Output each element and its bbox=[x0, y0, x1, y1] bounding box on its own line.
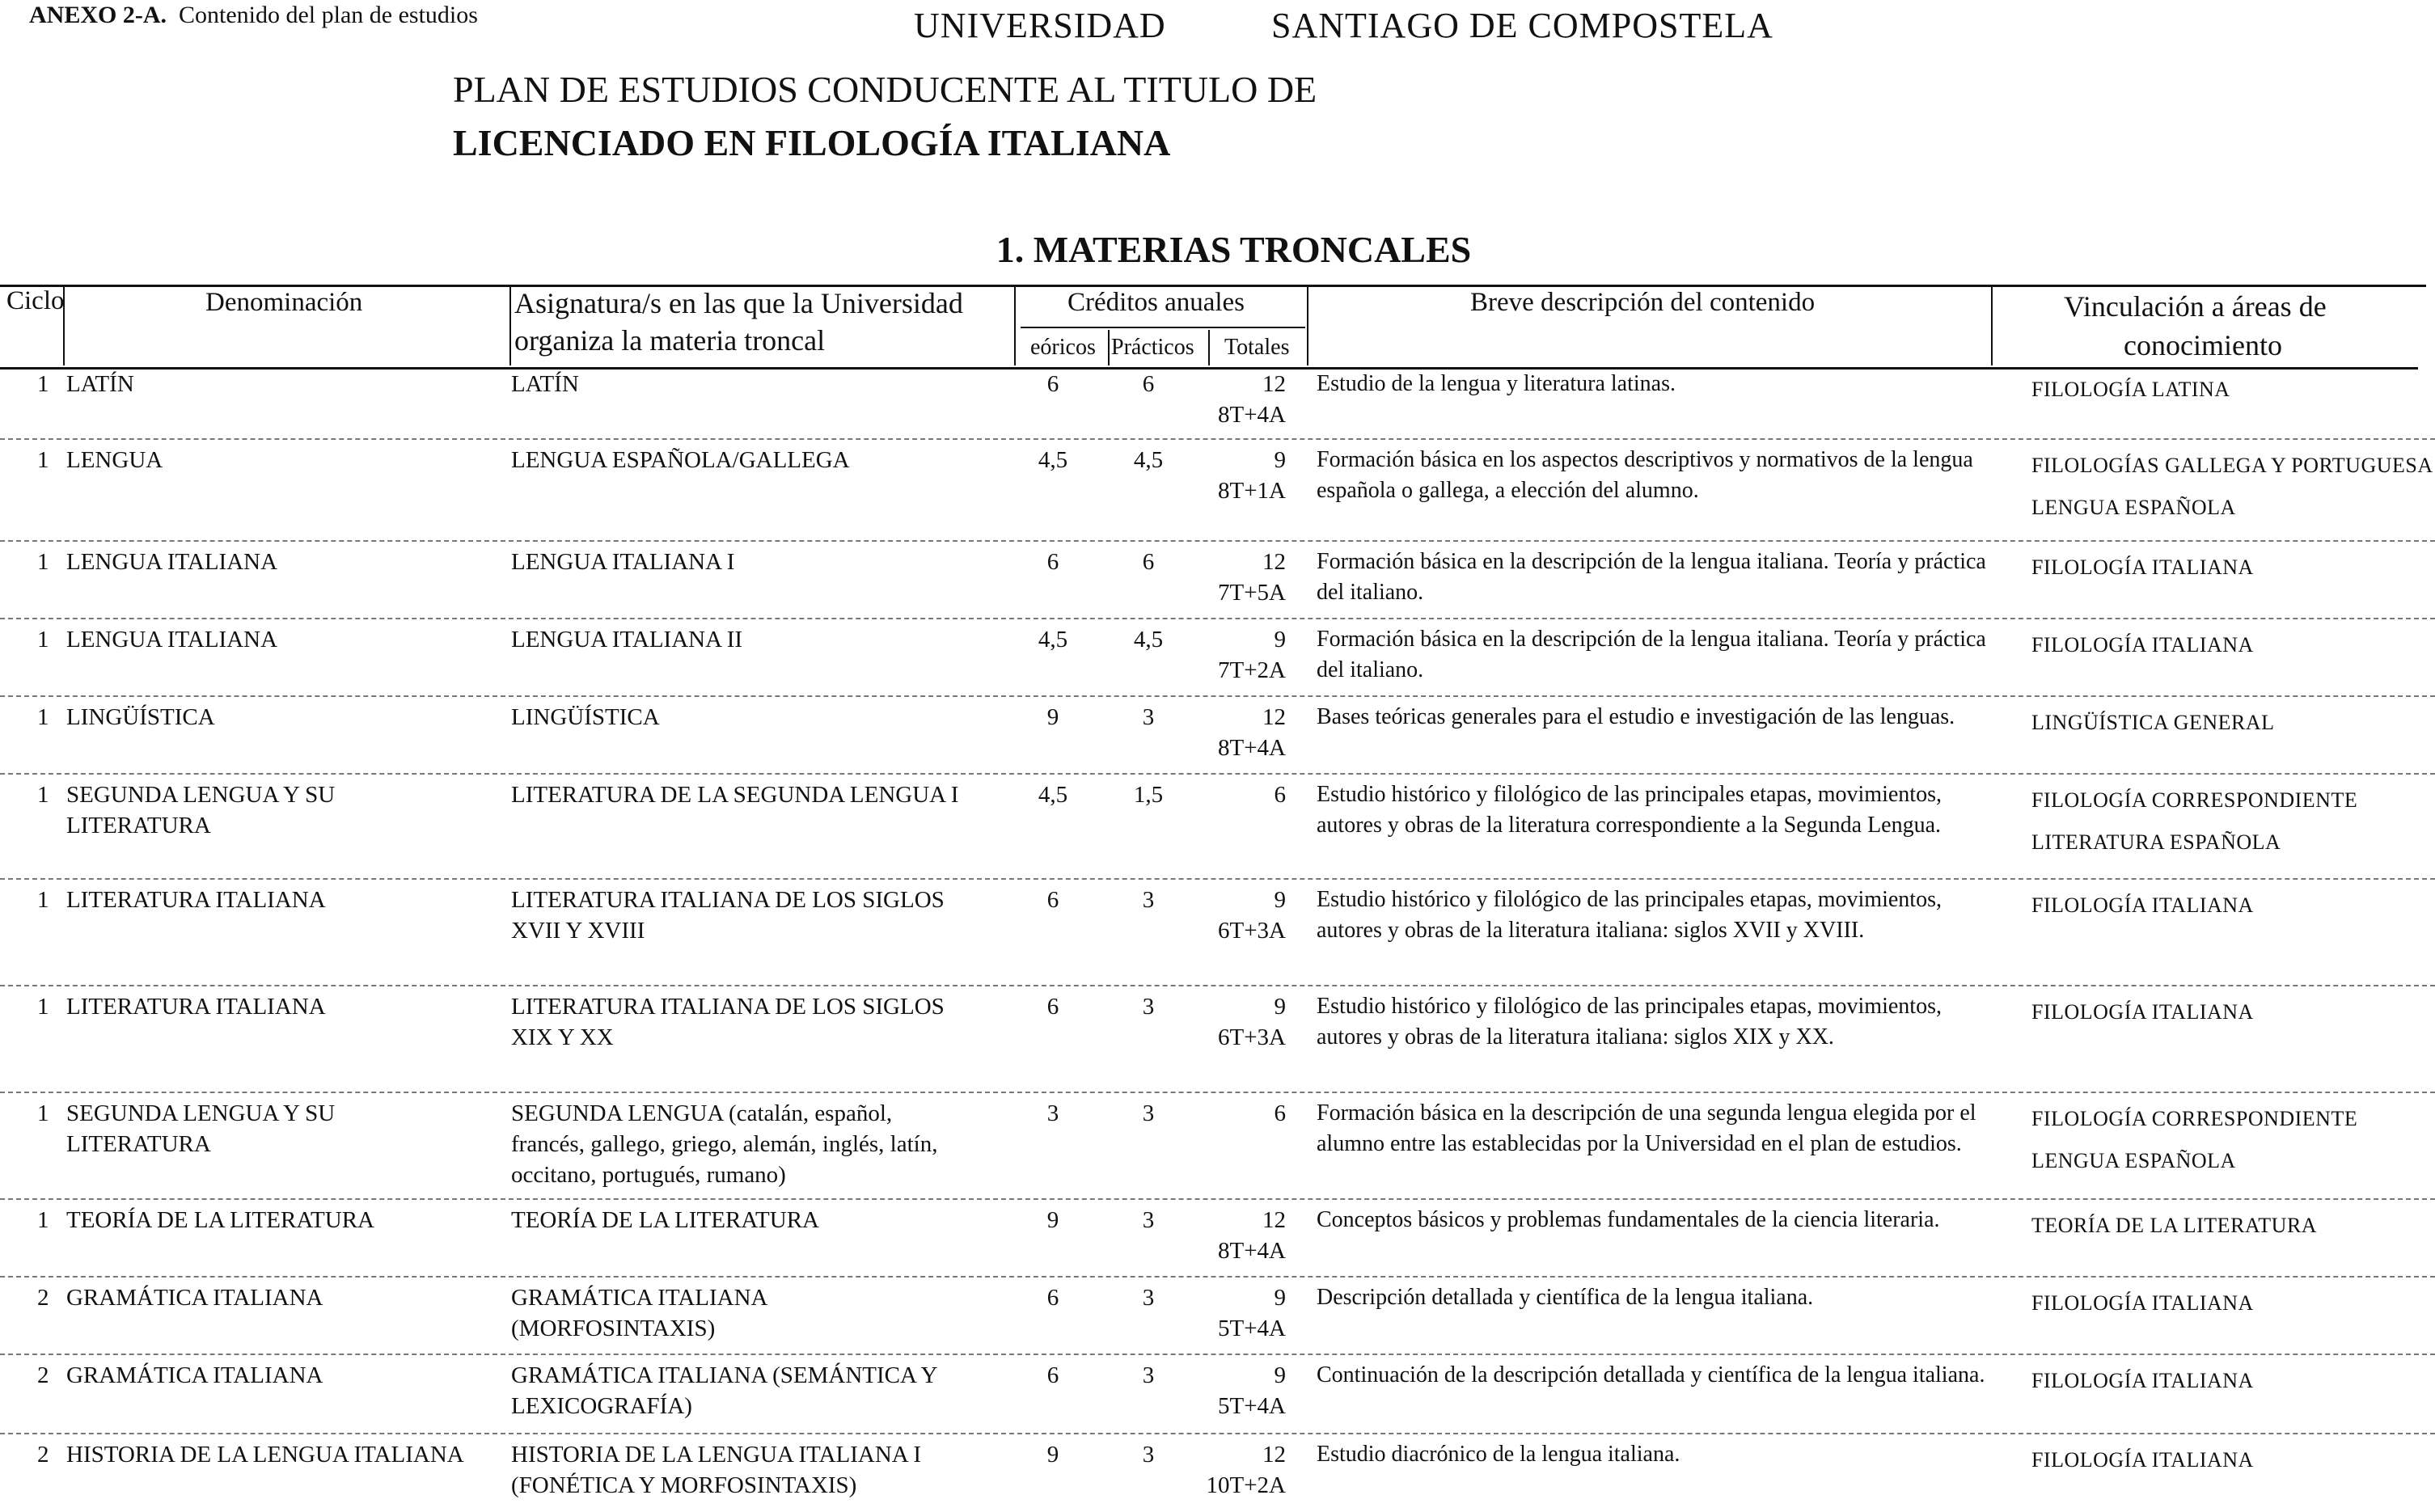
cell-totales bbox=[1197, 1205, 1286, 1266]
table-row bbox=[0, 1439, 2435, 1512]
cell-descripcion: Bases teóricas generales para el estudio e investigación de las lenguas. bbox=[1317, 704, 1955, 729]
cell-descripcion: Conceptos básicos y problemas fundamentales de la ciencia literaria. bbox=[1317, 1207, 1940, 1232]
row-separator bbox=[0, 695, 2435, 697]
cell-vinculacion bbox=[2031, 885, 2435, 927]
totales-value: 6 bbox=[1274, 782, 1286, 808]
totales-value: 12 bbox=[1262, 371, 1286, 397]
cell-totales bbox=[1197, 547, 1286, 608]
row-separator bbox=[0, 540, 2435, 542]
plan-title-line2: LICENCIADO EN FILOLOGÍA ITALIANA bbox=[453, 122, 1171, 163]
cell-teoricos: 9 bbox=[1046, 704, 1059, 730]
col-vinculacion-line1: Vinculación a áreas de bbox=[2064, 290, 2327, 323]
cell-practicos: 4,5 bbox=[1133, 627, 1164, 653]
totales-detail: 5T+4A bbox=[1217, 1393, 1286, 1419]
cell-denominacion: GRAMÁTICA ITALIANA bbox=[66, 1285, 323, 1311]
cell-denominacion: GRAMÁTICA ITALIANA bbox=[66, 1362, 323, 1388]
cell-practicos: 3 bbox=[1142, 1285, 1155, 1311]
header-divider bbox=[1014, 285, 1016, 365]
col-practicos: Prácticos bbox=[1111, 335, 1194, 360]
plan-title-line1: PLAN DE ESTUDIOS CONDUCENTE AL TITULO DE bbox=[453, 69, 1317, 110]
cell-asignatura: LENGUA ESPAÑOLA/GALLEGA bbox=[511, 447, 850, 473]
totales-detail: 6T+3A bbox=[1217, 918, 1286, 944]
cell-asignatura: LITERATURA ITALIANA DE LOS SIGLOS XIX Y XX bbox=[511, 994, 945, 1050]
cell-ciclo: 1 bbox=[37, 887, 49, 913]
cell-asignatura: LENGUA ITALIANA I bbox=[511, 549, 735, 575]
cell-descripcion: Estudio diacrónico de la lengua italiana. bbox=[1317, 1442, 1680, 1467]
cell-ciclo: 1 bbox=[37, 782, 49, 808]
cell-descripcion: Continuación de la descripción detallada y científica de la lengua italiana. bbox=[1317, 1362, 1985, 1387]
row-separator bbox=[0, 878, 2435, 880]
cell-vinculacion bbox=[2031, 1205, 2435, 1247]
cell-practicos: 6 bbox=[1142, 549, 1155, 575]
cell-totales bbox=[1197, 1282, 1286, 1344]
totales-value: 12 bbox=[1262, 1207, 1286, 1233]
area-item: LITERATURA ESPAÑOLA bbox=[2031, 830, 2281, 854]
col-denominacion: Denominación bbox=[205, 288, 363, 317]
cell-totales bbox=[1197, 991, 1286, 1053]
table-row bbox=[0, 445, 2435, 517]
cell-ciclo: 1 bbox=[37, 447, 49, 473]
cell-descripcion: Estudio histórico y filológico de las principales etapas, movimientos, autores y obras de la literatura italiana: siglos XVII y XVIII. bbox=[1317, 887, 1942, 943]
totales-value: 9 bbox=[1274, 1362, 1286, 1388]
cell-asignatura: LITERATURA DE LA SEGUNDA LENGUA I bbox=[511, 782, 959, 808]
cell-totales bbox=[1197, 779, 1286, 810]
cell-ciclo: 1 bbox=[37, 549, 49, 575]
cell-descripcion: Formación básica en la descripción de la lengua italiana. Teoría y práctica del italiano. bbox=[1317, 549, 1986, 605]
cell-asignatura: TEORÍA DE LA LITERATURA bbox=[511, 1207, 819, 1233]
cell-asignatura: LINGÜÍSTICA bbox=[511, 704, 660, 730]
cell-teoricos: 6 bbox=[1046, 887, 1059, 913]
cell-ciclo: 2 bbox=[37, 1442, 49, 1468]
table-row bbox=[0, 1205, 2435, 1278]
cell-teoricos: 4,5 bbox=[1038, 627, 1068, 653]
cell-teoricos: 9 bbox=[1046, 1207, 1059, 1233]
cell-descripcion: Descripción detallada y científica de la lengua italiana. bbox=[1317, 1285, 1814, 1310]
cell-denominacion: LENGUA ITALIANA bbox=[66, 549, 278, 575]
row-separator bbox=[0, 1276, 2435, 1278]
section-number: 1. bbox=[996, 229, 1025, 270]
col-asignatura-line2: organiza la materia troncal bbox=[514, 324, 826, 357]
table-row bbox=[0, 1282, 2435, 1355]
totales-detail: 8T+4A bbox=[1217, 402, 1286, 428]
area-item: FILOLOGÍAS GALLEGA Y PORTUGUESA bbox=[2031, 454, 2433, 477]
cell-ciclo: 2 bbox=[37, 1362, 49, 1388]
cell-practicos: 3 bbox=[1142, 704, 1155, 730]
row-separator bbox=[0, 1092, 2435, 1093]
cell-denominacion: SEGUNDA LENGUA Y SU LITERATURA bbox=[66, 782, 336, 838]
cell-asignatura: LITERATURA ITALIANA DE LOS SIGLOS XVII Y XVIII bbox=[511, 887, 945, 944]
cell-practicos: 3 bbox=[1142, 1100, 1155, 1126]
totales-detail: 5T+4A bbox=[1217, 1316, 1286, 1341]
header-top-rule bbox=[0, 285, 2426, 287]
cell-vinculacion bbox=[2031, 547, 2435, 589]
totales-value: 12 bbox=[1262, 1442, 1286, 1468]
cell-practicos: 1,5 bbox=[1133, 782, 1164, 808]
cell-descripcion: Estudio de la lengua y literatura latinas. bbox=[1317, 371, 1676, 396]
cell-asignatura: GRAMÁTICA ITALIANA (SEMÁNTICA Y LEXICOGRAFÍA) bbox=[511, 1362, 938, 1419]
totales-detail: 7T+2A bbox=[1217, 657, 1286, 683]
cell-vinculacion bbox=[2031, 1360, 2435, 1402]
cell-teoricos: 4,5 bbox=[1038, 782, 1068, 808]
area-item: FILOLOGÍA ITALIANA bbox=[2031, 1000, 2254, 1024]
cell-teoricos: 3 bbox=[1046, 1100, 1059, 1126]
cell-totales bbox=[1197, 885, 1286, 946]
row-separator bbox=[0, 773, 2435, 775]
cell-ciclo: 1 bbox=[37, 994, 49, 1020]
totales-value: 9 bbox=[1274, 627, 1286, 653]
col-totales: Totales bbox=[1224, 335, 1290, 360]
cell-teoricos: 6 bbox=[1046, 994, 1059, 1020]
cell-vinculacion bbox=[2031, 779, 2435, 864]
cell-asignatura: LENGUA ITALIANA II bbox=[511, 627, 743, 653]
area-item: FILOLOGÍA ITALIANA bbox=[2031, 1369, 2254, 1392]
totales-detail: 8T+4A bbox=[1217, 735, 1286, 761]
area-item: LENGUA ESPAÑOLA bbox=[2031, 1149, 2236, 1172]
section-title bbox=[0, 228, 2435, 271]
cell-ciclo: 1 bbox=[37, 1100, 49, 1126]
table-row bbox=[0, 885, 2435, 957]
totales-value: 12 bbox=[1262, 549, 1286, 575]
cell-totales bbox=[1197, 1439, 1286, 1501]
area-item: FILOLOGÍA CORRESPONDIENTE bbox=[2031, 1107, 2358, 1130]
cell-vinculacion bbox=[2031, 369, 2435, 411]
totales-value: 9 bbox=[1274, 1285, 1286, 1311]
cell-denominacion: LENGUA bbox=[66, 447, 163, 473]
credits-subrule bbox=[1021, 327, 1305, 328]
cell-descripcion: Estudio histórico y filológico de las principales etapas, movimientos, autores y obras de la literatura correspondiente a la Segunda Lengua. bbox=[1317, 782, 1942, 838]
cell-teoricos: 9 bbox=[1046, 1442, 1059, 1468]
col-vinculacion-line2: conocimiento bbox=[2124, 329, 2282, 361]
col-descripcion: Breve descripción del contenido bbox=[1470, 288, 1816, 317]
header-divider bbox=[1208, 330, 1210, 365]
cell-practicos: 3 bbox=[1142, 1442, 1155, 1468]
cell-ciclo: 1 bbox=[37, 371, 49, 397]
table-row bbox=[0, 369, 2435, 441]
cell-denominacion: LATÍN bbox=[66, 371, 134, 397]
cell-teoricos: 4,5 bbox=[1038, 447, 1068, 473]
area-item: FILOLOGÍA ITALIANA bbox=[2031, 633, 2254, 657]
cell-denominacion: LITERATURA ITALIANA bbox=[66, 994, 326, 1020]
cell-denominacion: TEORÍA DE LA LITERATURA bbox=[66, 1207, 374, 1233]
cell-descripcion: Formación básica en los aspectos descriptivos y normativos de la lengua española o gallega, a elección del alumno. bbox=[1317, 447, 1973, 503]
totales-detail: 8T+1A bbox=[1217, 478, 1286, 504]
cell-practicos: 3 bbox=[1142, 887, 1155, 913]
cell-totales bbox=[1197, 1098, 1286, 1129]
row-separator bbox=[0, 1433, 2435, 1434]
area-item: LINGÜÍSTICA GENERAL bbox=[2031, 711, 2275, 734]
row-separator bbox=[0, 985, 2435, 986]
cell-practicos: 3 bbox=[1142, 994, 1155, 1020]
cell-ciclo: 1 bbox=[37, 627, 49, 653]
cell-asignatura: HISTORIA DE LA LENGUA ITALIANA I (FONÉTICA Y MORFOSINTAXIS) bbox=[511, 1442, 922, 1498]
cell-vinculacion bbox=[2031, 1282, 2435, 1324]
cell-practicos: 3 bbox=[1142, 1207, 1155, 1233]
cell-denominacion: LINGÜÍSTICA bbox=[66, 704, 215, 730]
header-divider bbox=[1991, 285, 1993, 365]
totales-value: 9 bbox=[1274, 447, 1286, 473]
cell-practicos: 6 bbox=[1142, 371, 1155, 397]
table-row bbox=[0, 1360, 2435, 1433]
totales-detail: 8T+4A bbox=[1217, 1238, 1286, 1264]
cell-asignatura: LATÍN bbox=[511, 371, 579, 397]
table-row bbox=[0, 624, 2435, 697]
area-item: TEORÍA DE LA LITERATURA bbox=[2031, 1214, 2318, 1237]
cell-totales bbox=[1197, 624, 1286, 686]
annex-text: Contenido del plan de estudios bbox=[179, 2, 478, 28]
row-separator bbox=[0, 1198, 2435, 1200]
table-row bbox=[0, 702, 2435, 775]
cell-vinculacion bbox=[2031, 624, 2435, 666]
cell-practicos: 3 bbox=[1142, 1362, 1155, 1388]
cell-ciclo: 1 bbox=[37, 704, 49, 730]
cell-denominacion: LITERATURA ITALIANA bbox=[66, 887, 326, 913]
col-teoricos: eóricos bbox=[1030, 335, 1096, 360]
annex-label: ANEXO 2-A. bbox=[29, 2, 167, 28]
annex-heading bbox=[29, 2, 478, 29]
cell-totales bbox=[1197, 445, 1286, 506]
cell-practicos: 4,5 bbox=[1133, 447, 1164, 473]
cell-descripcion: Formación básica en la descripción de una segunda lengua elegida por el alumno entre las establecidas por la Universidad en el plan de estudios. bbox=[1317, 1100, 1976, 1156]
cell-totales bbox=[1197, 1360, 1286, 1421]
university-city: SANTIAGO DE COMPOSTELA bbox=[1271, 6, 1773, 45]
cell-descripcion: Estudio histórico y filológico de las principales etapas, movimientos, autores y obras de la literatura italiana: siglos XIX y XX. bbox=[1317, 994, 1942, 1050]
totales-value: 9 bbox=[1274, 887, 1286, 913]
cell-teoricos: 6 bbox=[1046, 1362, 1059, 1388]
area-item: LENGUA ESPAÑOLA bbox=[2031, 496, 2236, 519]
header-divider bbox=[509, 285, 511, 365]
cell-asignatura: SEGUNDA LENGUA (catalán, español, francés, gallego, griego, alemán, inglés, latín, occitano, portugués, rumano) bbox=[511, 1100, 938, 1188]
cell-denominacion: SEGUNDA LENGUA Y SU LITERATURA bbox=[66, 1100, 336, 1157]
cell-totales bbox=[1197, 702, 1286, 763]
section-name: MATERIAS TRONCALES bbox=[1033, 229, 1472, 270]
totales-detail: 10T+2A bbox=[1206, 1472, 1286, 1498]
cell-vinculacion bbox=[2031, 702, 2435, 744]
cell-descripcion: Formación básica en la descripción de la lengua italiana. Teoría y práctica del italiano. bbox=[1317, 627, 1986, 682]
table-row bbox=[0, 1098, 2435, 1188]
cell-vinculacion bbox=[2031, 1439, 2435, 1481]
university-label: UNIVERSIDAD bbox=[914, 6, 1166, 45]
cell-teoricos: 6 bbox=[1046, 549, 1059, 575]
col-asignatura-line1: Asignatura/s en las que la Universidad bbox=[514, 287, 963, 319]
row-separator bbox=[0, 438, 2435, 440]
area-item: FILOLOGÍA LATINA bbox=[2031, 378, 2230, 401]
table-row bbox=[0, 547, 2435, 619]
cell-vinculacion bbox=[2031, 445, 2435, 529]
cell-vinculacion bbox=[2031, 991, 2435, 1033]
cell-asignatura: GRAMÁTICA ITALIANA (MORFOSINTAXIS) bbox=[511, 1285, 768, 1341]
totales-detail: 6T+3A bbox=[1217, 1024, 1286, 1050]
totales-detail: 7T+5A bbox=[1217, 580, 1286, 606]
header-divider bbox=[1307, 285, 1308, 365]
area-item: FILOLOGÍA ITALIANA bbox=[2031, 1291, 2254, 1315]
totales-value: 9 bbox=[1274, 994, 1286, 1020]
totales-value: 6 bbox=[1274, 1100, 1286, 1126]
cell-teoricos: 6 bbox=[1046, 1285, 1059, 1311]
area-item: FILOLOGÍA ITALIANA bbox=[2031, 893, 2254, 917]
area-item: FILOLOGÍA ITALIANA bbox=[2031, 1448, 2254, 1472]
totales-value: 12 bbox=[1262, 704, 1286, 730]
cell-denominacion: LENGUA ITALIANA bbox=[66, 627, 278, 653]
cell-teoricos: 6 bbox=[1046, 371, 1059, 397]
row-separator bbox=[0, 618, 2435, 619]
header-divider bbox=[1108, 330, 1110, 365]
area-item: FILOLOGÍA ITALIANA bbox=[2031, 555, 2254, 579]
table-row bbox=[0, 779, 2435, 852]
cell-totales bbox=[1197, 369, 1286, 430]
area-item: FILOLOGÍA CORRESPONDIENTE bbox=[2031, 788, 2358, 812]
cell-ciclo: 2 bbox=[37, 1285, 49, 1311]
table-row bbox=[0, 991, 2435, 1064]
cell-ciclo: 1 bbox=[37, 1207, 49, 1233]
col-creditos: Créditos anuales bbox=[1067, 288, 1245, 317]
row-separator bbox=[0, 1354, 2435, 1355]
cell-vinculacion bbox=[2031, 1098, 2435, 1182]
col-ciclo: Ciclo bbox=[6, 286, 65, 315]
cell-denominacion: HISTORIA DE LA LENGUA ITALIANA bbox=[66, 1442, 464, 1468]
